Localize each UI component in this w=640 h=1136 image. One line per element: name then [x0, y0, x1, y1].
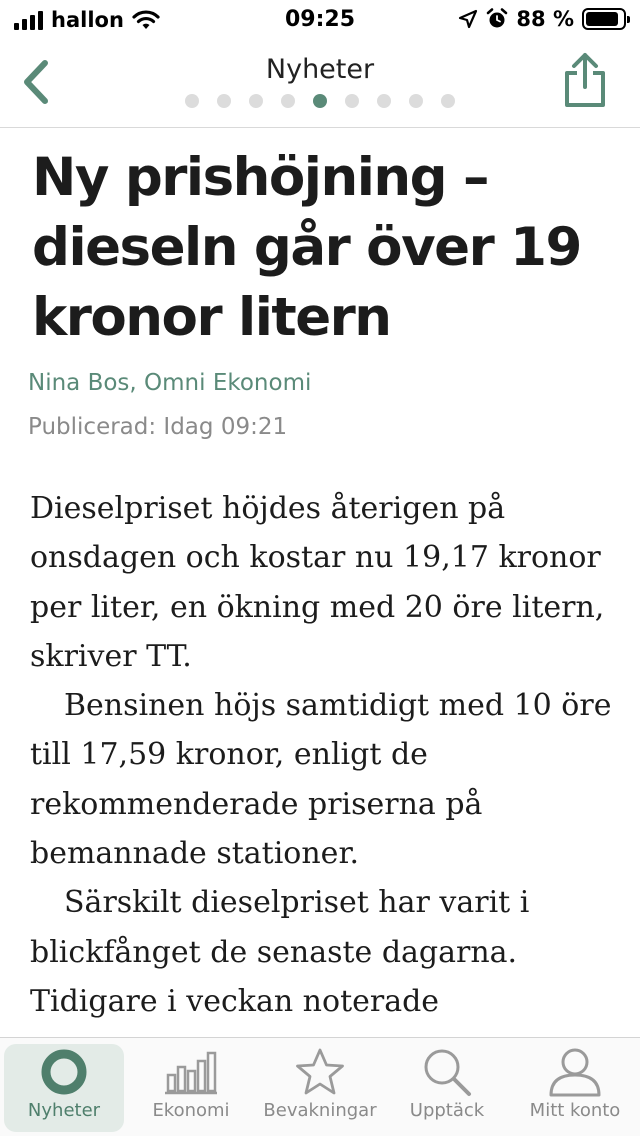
article-paragraph: Dieselpriset höjdes återigen på onsdagen och kostar nu 19,17 kronor per liter, en ökning med 20 öre litern, skriver TT. [30, 491, 605, 674]
article-body [30, 484, 620, 1026]
tab-ekonomi[interactable] [131, 1044, 251, 1132]
page-dot[interactable] [441, 94, 455, 108]
tab-label: Ekonomi [152, 1100, 230, 1121]
page-dot[interactable] [281, 94, 295, 108]
carrier-name: hallon [51, 8, 124, 32]
user-icon [547, 1046, 603, 1098]
nav-title: Nyheter [265, 54, 375, 85]
page-indicator[interactable] [0, 94, 640, 108]
article-paragraph: Särskilt dieselpriset har varit i blickfånget de senaste dagarna. Tidigare i veckan noterade [30, 885, 530, 1019]
alarm-icon [486, 8, 508, 30]
battery-percent: 88 % [516, 7, 574, 31]
bar-chart-icon [163, 1049, 219, 1095]
tab-nyheter[interactable] [4, 1044, 124, 1132]
tab-upptack[interactable] [387, 1044, 507, 1132]
status-time: 09:25 [284, 7, 356, 32]
share-button[interactable] [560, 48, 610, 112]
page-dot[interactable] [377, 94, 391, 108]
page-dot[interactable] [345, 94, 359, 108]
tab-label: Mitt konto [529, 1100, 621, 1121]
article-paragraph: Bensinen höjs samtidigt med 10 öre till 17,59 kronor, enligt de rekommenderade priserna på bemannade stationer. [30, 688, 612, 872]
page-dot-active[interactable] [313, 94, 327, 108]
tab-label: Nyheter [27, 1100, 101, 1121]
tab-label: Upptäck [409, 1100, 485, 1121]
page-dot[interactable] [185, 94, 199, 108]
tab-bar [0, 1037, 640, 1136]
article-published: Publicerad: Idag 09:21 [28, 414, 288, 440]
status-bar [0, 0, 640, 40]
tab-mitt-konto[interactable] [515, 1044, 635, 1132]
nav-header [0, 40, 640, 128]
star-icon [294, 1047, 346, 1097]
page-dot[interactable] [249, 94, 263, 108]
location-icon [458, 9, 478, 29]
share-icon [562, 51, 608, 109]
ring-icon [39, 1047, 89, 1097]
tab-bevakningar[interactable] [258, 1044, 382, 1132]
search-icon [421, 1046, 473, 1098]
page-dot[interactable] [409, 94, 423, 108]
article-headline: Ny prishöjning – dieseln går över 19 kronor litern [32, 147, 581, 348]
battery-icon [582, 8, 626, 30]
page-dot[interactable] [217, 94, 231, 108]
article-byline[interactable]: Nina Bos, Omni Ekonomi [28, 370, 312, 396]
article[interactable] [0, 129, 640, 1037]
tab-label: Bevakningar [263, 1100, 377, 1121]
